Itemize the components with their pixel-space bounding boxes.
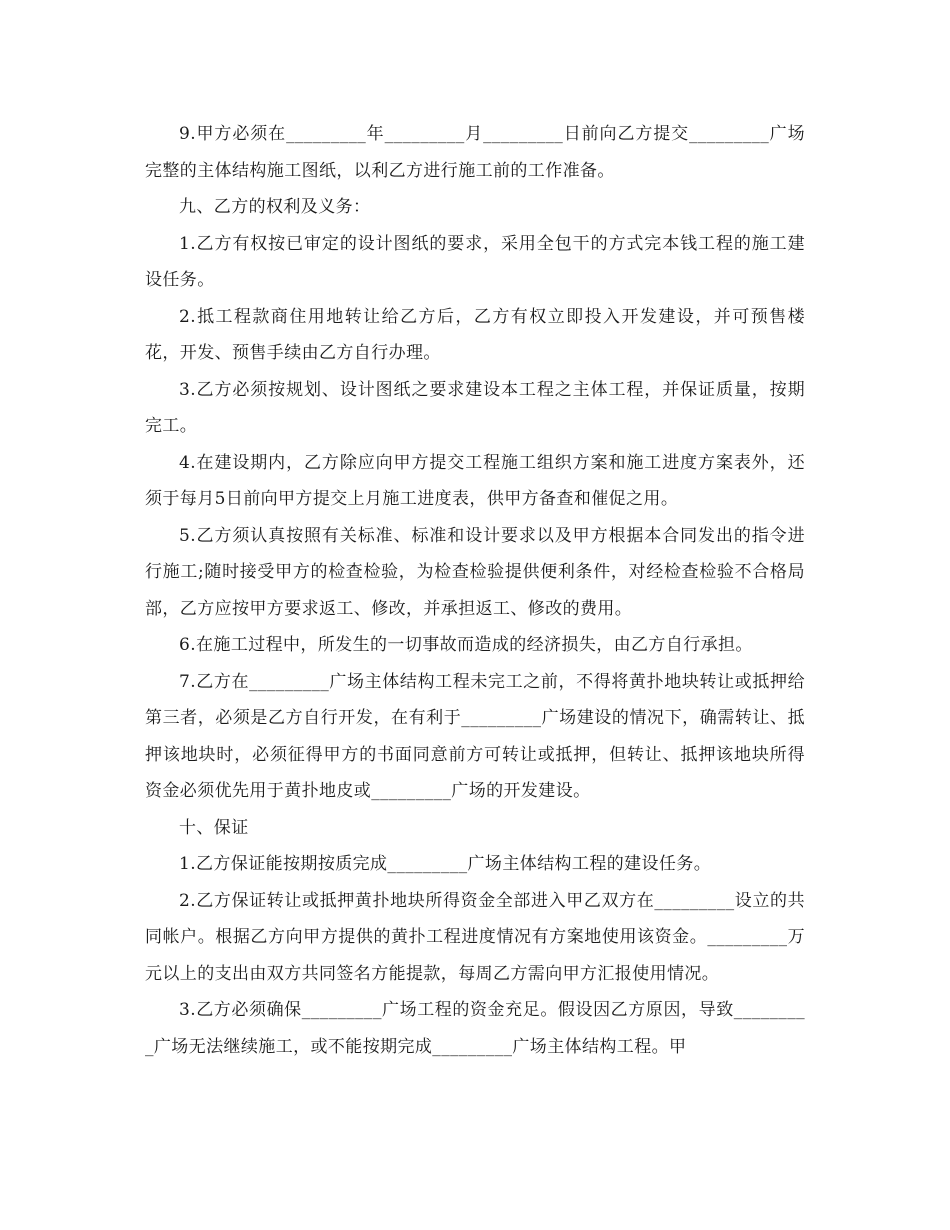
section-heading-9: 九、乙方的权利及义务：	[179, 197, 371, 217]
clause-1: 1.乙方有权按已审定的设计图纸的要求，采用全包干的方式完本钱工程的施工建设任务。	[145, 233, 805, 290]
clause-2: 2.抵工程款商住用地转让给乙方后，乙方有权立即投入开发建设，并可预售楼花，开发、预售手续由乙方自行办理。	[145, 306, 805, 363]
clause-3: 3.乙方必须按规划、设计图纸之要求建设本工程之主体工程，并保证质量，按期完工。	[145, 379, 805, 436]
clause-4: 4.在建设期内，乙方除应向甲方提交工程施工组织方案和施工进度方案表外，还须于每月5日前向甲方提交上月施工进度表，供甲方备查和催促之用。	[145, 452, 805, 509]
clause-5: 5.乙方须认真按照有关标准、标准和设计要求以及甲方根据本合同发出的指令进行施工;随时接受甲方的检查检验，为检查检验提供便利条件，对经检查检验不合格局部，乙方应按甲方要求返工、修改，并承担返工、修改的费用。	[145, 525, 805, 619]
guarantee-clause-2: 2.乙方保证转让或抵押黄扑地块所得资金全部进入甲乙双方在_________设立的共同帐户。根据乙方向甲方提供的黄扑工程进度情况有方案地使用该资金。_________万元以上的支出由双方共同签名方能提款，每周乙方需向甲方汇报使用情况。	[145, 890, 805, 984]
guarantee-clause-1: 1.乙方保证能按期按质完成_________广场主体结构工程的建设任务。	[179, 854, 712, 874]
document-body	[145, 116, 805, 1065]
clause-7: 7.乙方在_________广场主体结构工程未完工之前，不得将黄扑地块转让或抵押给第三者，必须是乙方自行开发，在有利于_________广场建设的情况下，确需转让、抵押该地块时，必须征得甲方的书面同意前方可转让或抵押，但转让、抵押该地块所得资金必须优先用于黄扑地皮或_________广场的开发建设。	[145, 671, 805, 801]
section-heading-10: 十、保证	[179, 817, 249, 838]
clause-9: 9.甲方必须在_________年_________月_________日前向乙方提交_________广场完整的主体结构施工图纸，以利乙方进行施工前的工作准备。	[145, 124, 805, 181]
guarantee-clause-3: 3.乙方必须确保_________广场工程的资金充足。假设因乙方原因，导致_________广场无法继续施工，或不能按期完成_________广场主体结构工程。甲	[145, 1000, 805, 1057]
clause-6: 6.在施工过程中，所发生的一切事故而造成的经济损失，由乙方自行承担。	[179, 635, 753, 655]
